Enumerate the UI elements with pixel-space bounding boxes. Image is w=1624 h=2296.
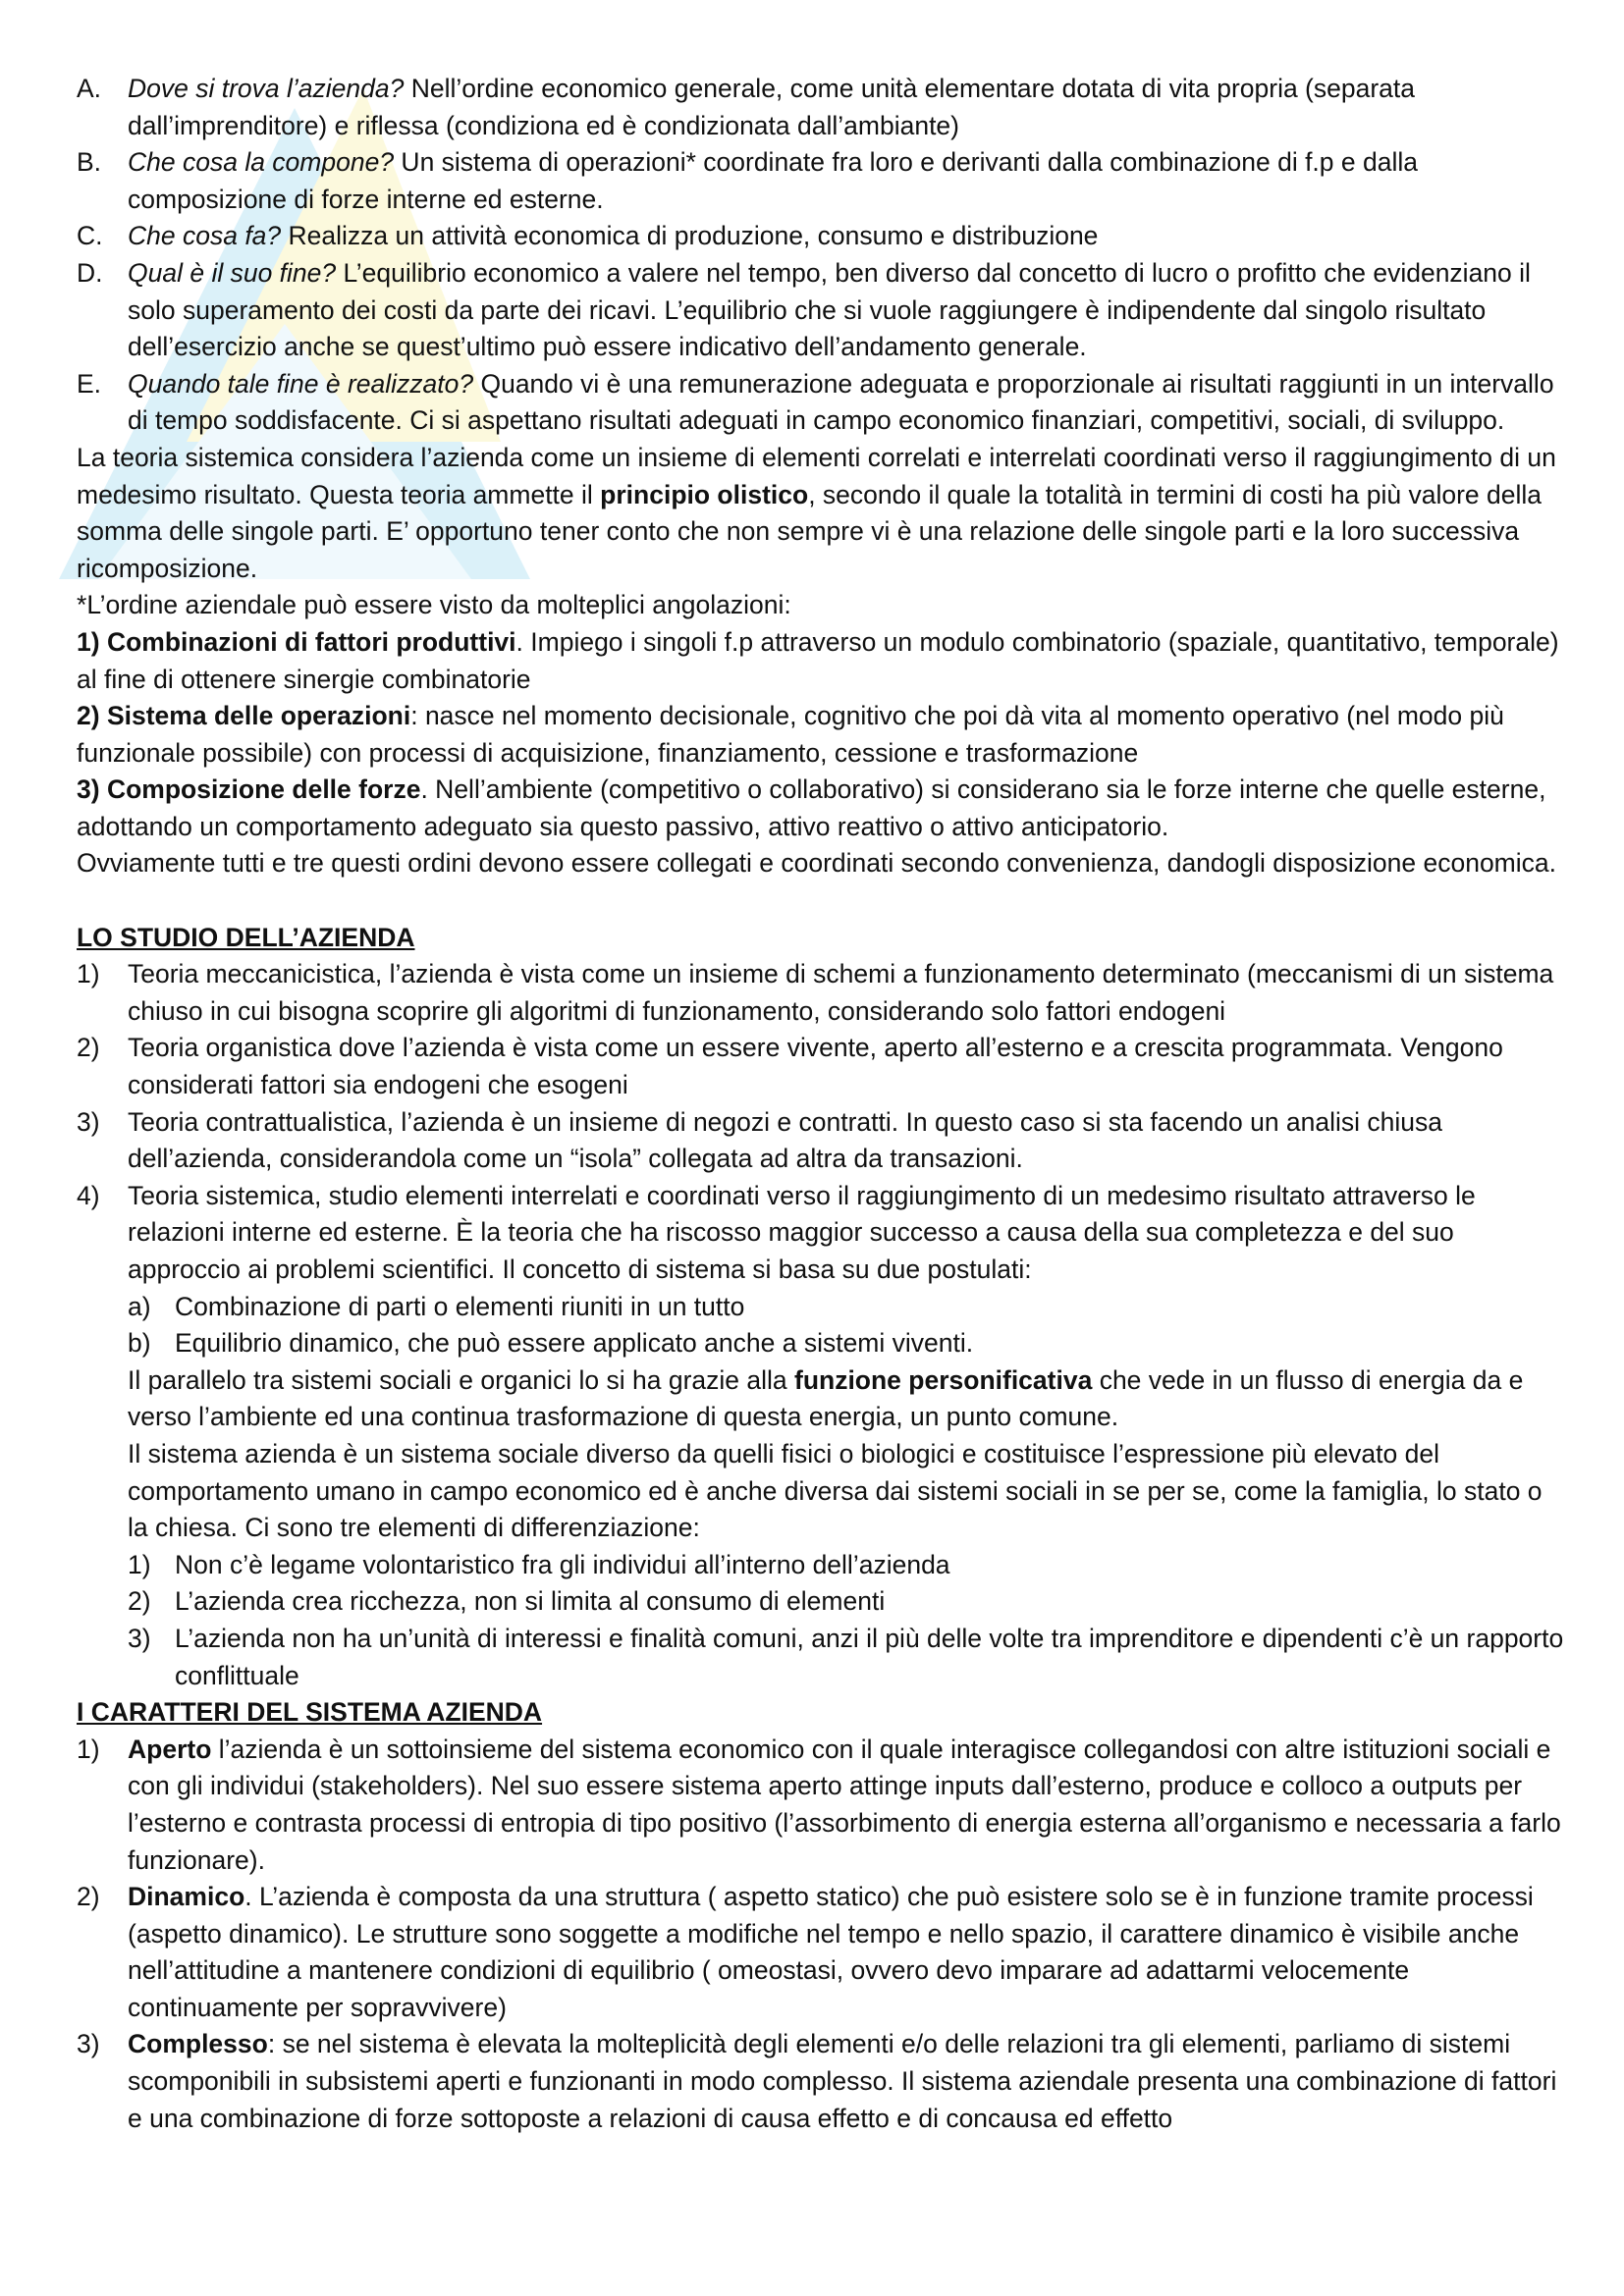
qa-question: Che cosa la compone?: [128, 147, 395, 178]
qa-answer: Realizza un attività economica di produzione, consumo e distribuzione: [281, 221, 1099, 251]
carattere-term: Aperto: [128, 1734, 212, 1764]
carattere-item: [77, 2026, 1569, 2137]
differenza-item: [128, 1621, 1569, 1694]
list-marker: 3): [128, 1623, 151, 1653]
list-marker: 3): [77, 1106, 100, 1137]
list-marker: 2): [77, 1033, 100, 1063]
differenza-text: Non c’è legame volontaristico fra gli individui all’interno dell’azienda: [175, 1549, 950, 1579]
carattere-item: [77, 1879, 1569, 2026]
parallelo-paragraph: Il parallelo tra sistemi sociali e organici lo si ha grazie alla funzione personificativa che vede in un flusso di energia da e verso l’ambiente ed una continua trasformazione di questa energia, un punto comune.: [128, 1364, 1524, 1432]
qa-answer: Quando vi è una remunerazione adeguata e proporzionale ai risultati raggiunti in un intervallo di tempo soddisfacente. Ci si aspettano risultati adeguati in campo economico finanziari, competitivi, sociali, di sviluppo.: [128, 368, 1554, 436]
list-marker: A.: [77, 74, 102, 103]
differenza-item: [128, 1583, 1569, 1621]
qa-item: [77, 255, 1569, 366]
studio-subsection: [128, 1289, 1569, 1695]
spacer: [77, 882, 1569, 920]
carattere-text: : se nel sistema è elevata la molteplicità degli elementi e/o delle relazioni tra gli elementi, parliamo di sistemi scomponibili in subsistemi aperti e funzionanti in modo complesso. Il sistema aziendale presenta una combinazione di fattori e una combinazione di forze sottoposte a relazioni di causa effetto e di concausa ed effetto: [128, 2029, 1557, 2133]
qa-question: Quando tale fine è realizzato?: [128, 368, 474, 399]
list-marker: 2): [128, 1586, 151, 1617]
qa-item: [77, 144, 1569, 218]
ordine-item: 1) Combinazioni di fattori produttivi. Impiego i singoli f.p attraverso un modulo combinatorio (spaziale, quantitativo, temporale) al fine di ottenere sinergie combinatorie: [77, 626, 1559, 694]
ordine-conclusion: Ovviamente tutti e tre questi ordini devono essere collegati e coordinati secondo convenienza, dandogli disposizione economica.: [77, 848, 1556, 879]
qa-answer: Un sistema di operazioni* coordinate fra loro e derivanti dalla combinazione di f.p e dalla composizione di forze interne ed esterne.: [128, 147, 1418, 214]
ordine-item: 3) Composizione delle forze. Nell’ambiente (competitivo o collaborativo) si considerano sia le forze interne che quelle esterne, adottando un comportamento adeguato sia questo passivo, attivo reattivo o attivo anticipatorio.: [77, 774, 1546, 841]
postulato-text: Combinazione di parti o elementi riuniti in un tutto: [175, 1291, 745, 1321]
carattere-term: Complesso: [128, 2029, 268, 2059]
qa-answer: L’equilibrio economico a valere nel tempo, ben diverso dal concetto di lucro o profitto che evidenziano il solo superamento dei costi da parte dei ricavi. L’equilibrio che si vuole raggiungere è indipendente dal singolo risultato dell’esercizio anche se quest’ultimo può essere indicativo dell’andamento generale.: [128, 257, 1531, 362]
ordine-item: 2) Sistema delle operazioni: nasce nel momento decisionale, cognitivo che poi dà vita al momento operativo (nel modo più funzionale possibile) con processi di acquisizione, finanziamento, cessione e trasformazione: [77, 701, 1504, 768]
list-marker: E.: [77, 368, 102, 399]
funzione-personificativa: funzione personificativa: [794, 1364, 1093, 1395]
list-marker: 2): [77, 1882, 100, 1912]
studio-item-text: Teoria organistica dove l’azienda è vista come un essere vivente, aperto all’esterno e a crescita programmata. Vengono considerati fattori sia endogeni che esogeni: [128, 1033, 1503, 1100]
studio-item: [77, 1178, 1569, 1289]
qa-question: Che cosa fa?: [128, 221, 282, 251]
section-heading-studio: LO STUDIO DELL’AZIENDA: [77, 922, 415, 952]
list-marker: a): [128, 1291, 151, 1321]
qa-item: [77, 218, 1569, 255]
list-marker: 3): [77, 2029, 100, 2059]
list-marker: 1): [77, 1734, 100, 1764]
postulato-text: Equilibrio dinamico, che può essere applicato anche a sistemi viventi.: [175, 1328, 974, 1359]
studio-item: [77, 1030, 1569, 1103]
carattere-text: . L’azienda è composta da una struttura ( aspetto statico) che può esistere solo se è in funzione tramite processi (aspetto dinamico). Le strutture sono soggette a modifiche nel tempo e nello spazio, il carattere dinamico è visibile anche nell’attitudine a mantenere condizioni di equilibrio ( omeostasi, ovvero devo imparare ad adattarmi velocemente continuamente per sopravvivere): [128, 1882, 1534, 2022]
sistemica-paragraph: La teoria sistemica considera l’azienda come un insieme di elementi correlati e interrelati coordinati verso il raggiungimento di un medesimo risultato. Questa teoria ammette il principio olistico, secondo il quale la totalità in termini di costi ha più valore della somma delle singole parti. E’ opportuno tener conto che non sempre vi è una relazione delle singole parti e la loro successiva ricomposizione.: [77, 442, 1556, 583]
studio-item: [77, 1104, 1569, 1178]
studio-item-text: Teoria meccanicistica, l’azienda è vista come un insieme di schemi a funzionamento determinato (meccanismi di un sistema chiuso in cui bisogna scoprire gli algoritmi di funzionamento, considerando solo fattori endogeni: [128, 959, 1554, 1026]
qa-list: [77, 71, 1569, 440]
list-marker: b): [128, 1328, 151, 1359]
list-marker: 4): [77, 1180, 100, 1210]
qa-question: Qual è il suo fine?: [128, 257, 337, 288]
list-marker: C.: [77, 221, 103, 251]
section-heading-caratteri: I CARATTERI DEL SISTEMA AZIENDA: [77, 1697, 543, 1728]
document-page: [77, 71, 1569, 2137]
sistema-paragraph: Il sistema azienda è un sistema sociale diverso da quelli fisici o biologici e costituisce l’espressione più elevato del comportamento umano in campo economico ed è anche diversa dai sistemi sociali in se per se, come la famiglia, lo stato o la chiesa. Ci sono tre elementi di differenziazione:: [128, 1438, 1543, 1543]
list-marker: B.: [77, 147, 102, 178]
qa-item: [77, 71, 1569, 144]
postulato-item: [128, 1325, 1569, 1362]
differenza-item: [128, 1547, 1569, 1584]
studio-item: [77, 956, 1569, 1030]
principio-olistico: principio olistico: [600, 479, 809, 509]
list-marker: D.: [77, 257, 103, 288]
ordine-intro: *L’ordine aziendale può essere visto da molteplici angolazioni:: [77, 590, 791, 620]
qa-answer: Nell’ordine economico generale, come unità elementare dotata di vita propria (separata dall’imprenditore) e riflessa (condiziona ed è condizionata dall’ambiante): [128, 74, 1416, 140]
postulato-item: [128, 1289, 1569, 1326]
studio-item-text: Teoria sistemica, studio elementi interrelati e coordinati verso il raggiungimento di un medesimo risultato attraverso le relazioni interne ed esterne. È la teoria che ha riscosso maggior successo a causa della sua completezza e del suo approccio ai problemi scientifici. Il concetto di sistema si basa su due postulati:: [128, 1180, 1476, 1284]
studio-item-text: Teoria contrattualistica, l’azienda è un insieme di negozi e contratti. In questo caso si sta facendo un analisi chiusa dell’azienda, considerandola come un “isola” collegata ad altra da transazioni.: [128, 1106, 1443, 1174]
differenza-text: L’azienda crea ricchezza, non si limita al consumo di elementi: [175, 1586, 886, 1617]
carattere-item: [77, 1732, 1569, 1879]
carattere-text: l’azienda è un sottoinsieme del sistema economico con il quale interagisce collegandosi con altre istituzioni sociali e con gli individui (stakeholders). Nel suo essere sistema aperto attinge inputs dall’esterno, produce e colloco a outputs per l’esterno e contrasta processi di entropia di tipo positivo (l’assorbimento di energia esterna all’organismo e necessaria a farlo funzionare).: [128, 1734, 1561, 1875]
qa-item: [77, 366, 1569, 440]
carattere-term: Dinamico: [128, 1882, 245, 1912]
qa-question: Dove si trova l’azienda?: [128, 74, 405, 103]
list-marker: 1): [77, 959, 100, 989]
differenza-text: L’azienda non ha un’unità di interessi e finalità comuni, anzi il più delle volte tra imprenditore e dipendenti c’è un rapporto conflittuale: [175, 1623, 1564, 1690]
list-marker: 1): [128, 1549, 151, 1579]
